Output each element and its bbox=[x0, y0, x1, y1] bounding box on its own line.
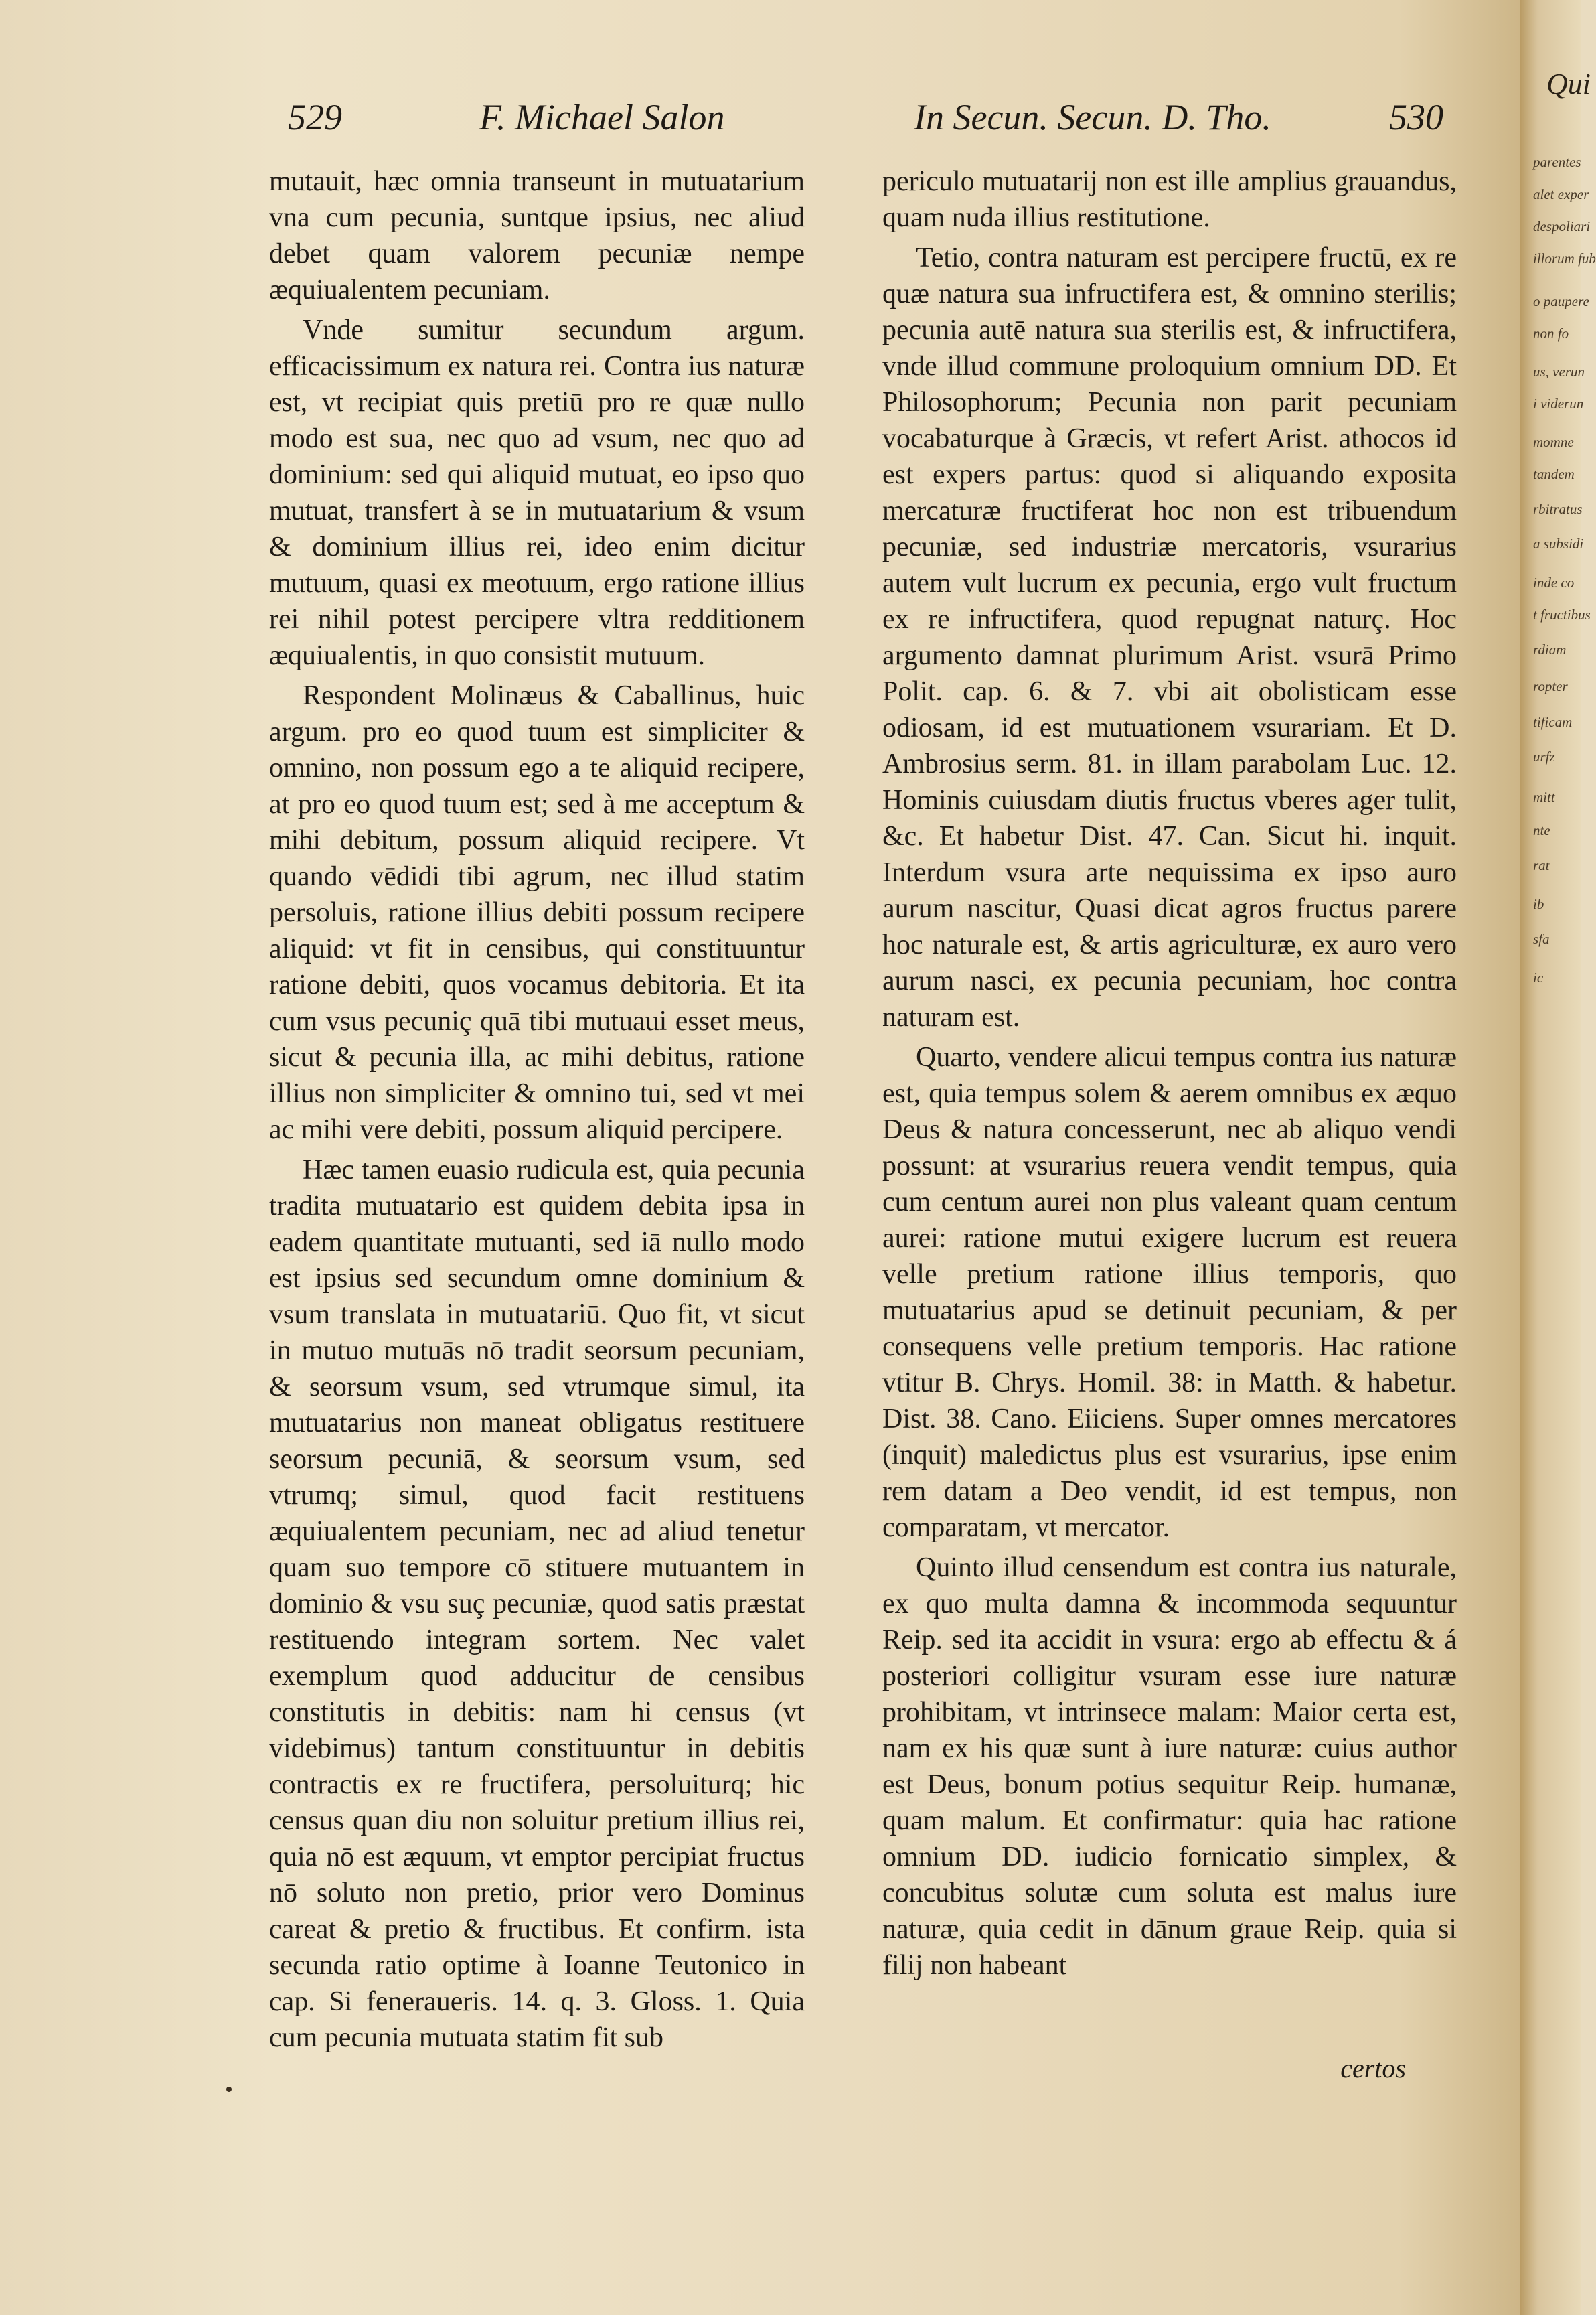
paragraph: Quarto, vendere alicui tempus contra ius naturæ est, quia tempus solem & aerem omnibus ex æquo Deus & natura concesserunt, nec ab aliquo vendi possunt: at vsurarius reuera vendit tempus, quia cum centum aurei non plus valeant quam centum aurei: ratione mutui exigere lucrum est reuera velle pretium ratione illius temporis, quo mutuatarius apud se detinuit pecuniam, & per consequens velle pretium temporis. Hac ratione vtitur B. Chrys. Homil. 38: in Matth. & habetur. Dist. 38. Cano. Eiiciens. Super omnes mercatores (inquit) maledictus plus est vsurarius, ipse enim rem datam a Deo vendit, id est tempus, non comparatam, vt mercator. bbox=[882, 1042, 1457, 1543]
margin-fragment: tandem bbox=[1533, 466, 1575, 482]
ink-speck bbox=[226, 2087, 232, 2092]
right-page-number: 530 bbox=[1389, 97, 1443, 137]
margin-fragment: a subsidi bbox=[1533, 536, 1584, 552]
paragraph: Hæc tamen euasio rudicula est, quia pecunia tradita mutuatario est quidem debita ipsa in eadem quantitate mutuanti, sed iā nullo modo est ipsius sed secundum omne dominium & vsum translata in mutuatariū. Quo fit, vt sicut in mutuo mutuās nō tradit seorsum pecuniam, & seorsum vsum, sed vtrumque simul, ita mutuatarius non maneat obligatus restituere seorsum pecuniā, & seorsum vsum, sed vtrumq; simul, quod facit restituens æquiualentem pecuniam, nec ad aliud tenetur quam suo tempore cō stituere mutuantem in dominio & vsu suç pecuniæ, quod satis præstat restituendo integram sortem. Nec valet exemplum quod adducitur de censibus constitutis in debitis: nam hi census (vt videbimus) tantum constituuntur in debitis contractis ex re fructifera, persoluiturq; hic census quan diu non soluitur pretium illius rei, quia nō est æquum, vt emptor percipiat fructus nō soluto non pretio, prior vero Dominus careat & pretio & fructibus. Et confirm. ista secunda ratio optime à Ioanne Teutonico in cap. Si feneraueris. 14. q. 3. Gloss. 1. Quia cum pecunia mutuata statim fit sub bbox=[269, 1154, 805, 2053]
catchword: certos bbox=[1340, 2053, 1406, 2083]
left-text-column bbox=[269, 163, 805, 2059]
margin-fragment: urfz bbox=[1533, 749, 1555, 765]
margin-fragment: inde co bbox=[1533, 575, 1575, 591]
paragraph: Quinto illud censendum est contra ius naturale, ex quo multa damna & incommoda sequuntur Reip. sed ita accidit in vsura: ergo ab effectu & á posteriori colligitur vsuram esse iure naturæ prohibitam, vt intrinsece malam: Maior certa est, nam ex his quæ sunt à iure naturæ: cuius author est Deus, bonum potius sequitur Reip. humanæ, quam malum. Et confirmatur: quia hac ratione omnium DD. iudicio fornicatio simplex, & concubitus solutæ cum soluta est malus iure naturæ, quia cedit in dānum graue Reip. quia si filij non habeant bbox=[882, 1552, 1457, 1981]
right-text-column bbox=[882, 163, 1457, 2059]
paragraph: periculo mutuatarij non est ille amplius grauandus, quam nuda illius restitutione. bbox=[882, 166, 1457, 233]
margin-fragment: tificam bbox=[1533, 714, 1573, 730]
paragraph: mutauit, hæc omnia transeunt in mutuatarium vna cum pecunia, suntque ipsius, nec aliud debet quam valorem pecuniæ nempe æquiualentem pecuniam. bbox=[269, 166, 805, 305]
margin-fragment: alet exper bbox=[1533, 186, 1589, 202]
left-page-number: 529 bbox=[288, 97, 342, 137]
next-page-edge bbox=[1520, 0, 1596, 2315]
margin-fragment: non fo bbox=[1533, 325, 1569, 342]
margin-fragment: mitt bbox=[1533, 789, 1555, 805]
margin-fragment: rbitratus bbox=[1533, 501, 1583, 517]
margin-fragment: t fructibus bbox=[1533, 607, 1591, 623]
margin-fragment: Qui bbox=[1546, 68, 1591, 100]
margin-fragment: parentes bbox=[1533, 154, 1581, 170]
margin-fragment: rdiam bbox=[1533, 642, 1567, 658]
left-running-title: F. Michael Salon bbox=[479, 97, 725, 137]
margin-fragment: illorum fub bbox=[1533, 250, 1596, 267]
margin-fragment: us, verun bbox=[1533, 364, 1585, 380]
margin-fragment: despoliari bbox=[1533, 218, 1591, 234]
paragraph: Respondent Molinæus & Caballinus, huic argum. pro eo quod tuum est simpliciter & omnino, non possum ego a te aliquid recipere, at pro eo quod tuum est; sed à me acceptum & mihi debitum, possum aliquid recipere. Vt quando vēdidi tibi agrum, nec illud statim persoluis, ratione illius debiti possum recipere aliquid: vt fit in censibus, qui constituuntur ratione debiti, quos vocamus debitoria. Et ita cum vsus pecuniç quā tibi mutuaui esset meus, sicut & pecunia illa, ac mihi debitus, ratione illius non simpliciter & omnino tui, sed vt mei ac mihi vere debiti, possum aliquid percipere. bbox=[269, 680, 805, 1145]
margin-fragment: momne bbox=[1533, 434, 1574, 450]
margin-fragment: ib bbox=[1533, 896, 1544, 912]
margin-fragment: ropter bbox=[1533, 678, 1568, 694]
margin-fragment: nte bbox=[1533, 822, 1550, 838]
paragraph: Vnde sumitur secundum argum. efficacissimum ex natura rei. Contra ius naturæ est, vt recipiat quis pretiū pro re quæ nullo modo est sua, nec quo ad vsum, nec quo ad dominium: sed qui aliquid mutuat, eo ipso quo mutuat, transfert à se in mutuatarium & vsum & dominium illius rei, ideo enim dicitur mutuum, quasi ex meotuum, ergo ratione illius rei nihil potest percipere vltra redditionem æquiualentis, in quo consistit mutuum. bbox=[269, 315, 805, 671]
margin-fragment: sfa bbox=[1533, 931, 1550, 947]
running-header bbox=[0, 90, 1520, 144]
margin-fragment: rat bbox=[1533, 857, 1550, 873]
margin-fragment: o paupere bbox=[1533, 293, 1589, 309]
margin-fragment: i viderun bbox=[1533, 396, 1584, 412]
paragraph: Tetio, contra naturam est percipere fructū, ex re quæ natura sua infructifera est, & omnino sterilis; pecunia autē natura sua sterilis est, & infructifera, vnde illud commune proloquium omnium DD. Et Philosophorum; Pecunia non parit pecuniam vocabaturque à Græcis, vt refert Arist. athocos id est expers partus: quod si aliquando exposita mercaturæ fructiferat hoc non est tribuendum pecuniæ, sed industriæ mercatoris, vsurarius autem vult lucrum ex pecunia, ergo vult fructum ex re infructifera, quod repugnat naturç. Hoc argumento damnat plurimum Arist. vsurā Primo Polit. cap. 6. & 7. vbi ait obolisticam esse odiosam, id est mutuationem vsurariam. Et D. Ambrosius serm. 81. in illam parabolam Luc. 12. Hominis cuiusdam diutis fructus vberes ager tulit, &c. Et habetur Dist. 47. Can. Sicut hi. inquit. Interdum vsura arte nequissima ex ipso auro aurum nascitur, Quasi dicat agros fructus parere hoc naturale est, & artis agriculturæ, ex auro vero aurum nasci, ex pecunia pecuniam, hoc contra naturam est. bbox=[882, 242, 1457, 1033]
margin-fragment: ic bbox=[1533, 970, 1544, 986]
right-running-title: In Secun. Secun. D. Tho. bbox=[914, 97, 1271, 137]
